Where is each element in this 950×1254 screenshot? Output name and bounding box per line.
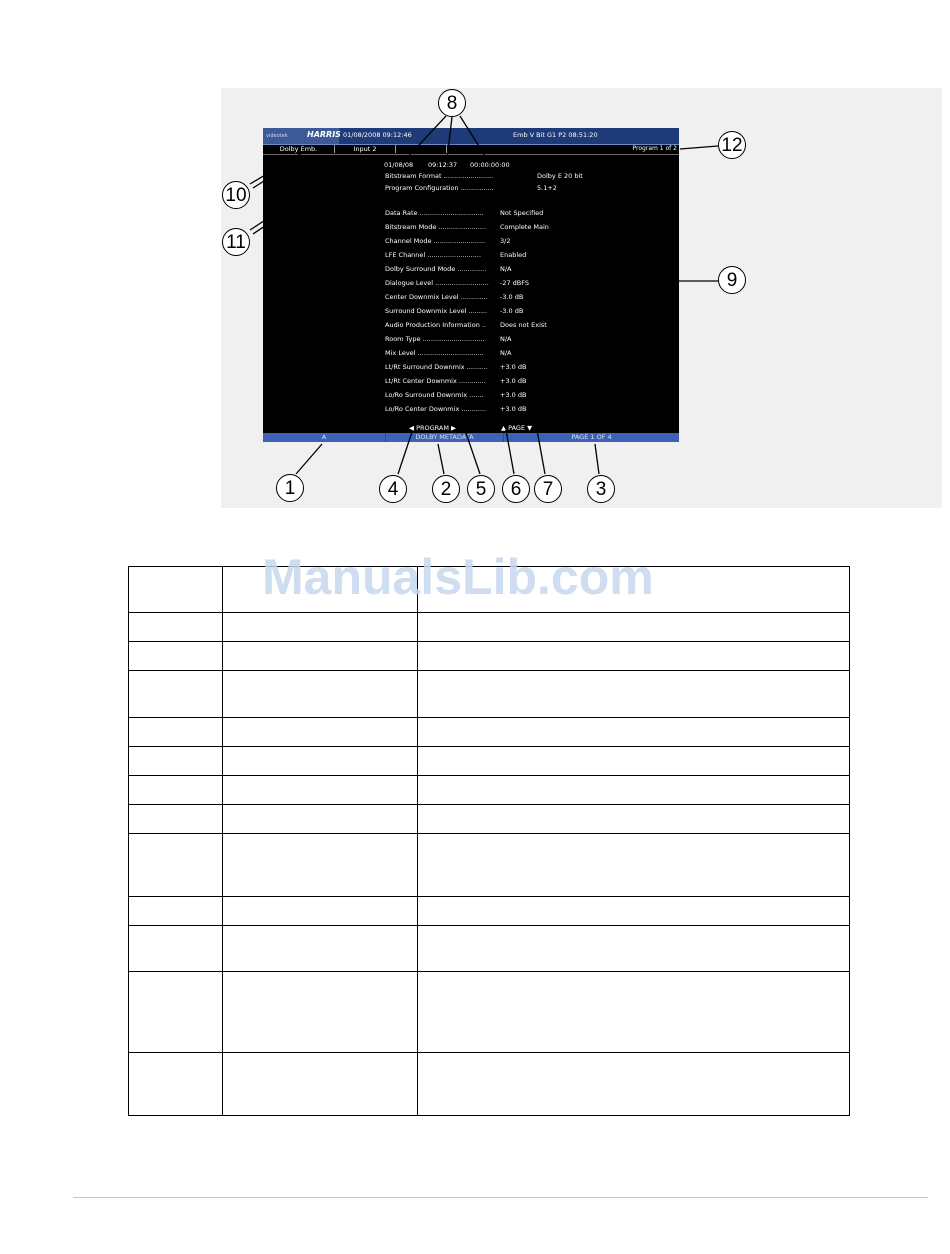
tab-bar (263, 145, 679, 155)
metadata-field-value: Does not Exist (500, 321, 547, 329)
table-cell (418, 972, 850, 1053)
table-row (129, 926, 850, 972)
metadata-field-label: Dolby Surround Mode .............. (385, 265, 487, 273)
program-nav[interactable]: ◀ PROGRAM ▶ (409, 424, 457, 432)
metadata-field-label: Program Configuration ................ (385, 184, 494, 192)
callout-9: 9 (718, 266, 746, 294)
table-cell (223, 972, 418, 1053)
top-status: Emb V Bit G1 P2 08:51:20 (513, 131, 598, 139)
table-row (129, 671, 850, 718)
callout-10: 10 (222, 181, 250, 209)
table-cell (418, 926, 850, 972)
metadata-field-label: Room Type .............................. (385, 335, 485, 343)
tab-source[interactable]: Dolby Emb. (263, 145, 335, 153)
table-row (129, 776, 850, 805)
table-cell (223, 805, 418, 834)
table-cell (129, 805, 223, 834)
metadata-field-label: Channel Mode ......................... (385, 237, 486, 245)
callout-legend-table (128, 566, 850, 1116)
table-cell (223, 834, 418, 897)
metadata-field-label: Audio Production Information .. (385, 321, 487, 329)
callout-1: 1 (276, 474, 304, 502)
metadata-field-label: Surround Downmix Level ......... (385, 307, 488, 315)
table-row (129, 747, 850, 776)
table-cell (129, 834, 223, 897)
metadata-field-label: Lt/Rt Surround Downmix .......... (385, 363, 488, 371)
metadata-field-label: Bitstream Format ........................ (385, 172, 494, 180)
callout-8: 8 (438, 89, 466, 117)
table-row (129, 805, 850, 834)
top-datetime: 01/08/2008 09:12:46 (343, 131, 412, 139)
meta-timecode: 00:00:00:00 (470, 161, 510, 169)
metadata-field-value: -27 dBFS (500, 279, 530, 287)
table-row (129, 897, 850, 926)
table-cell (418, 805, 850, 834)
table-row (129, 613, 850, 642)
table-cell (223, 642, 418, 671)
metadata-field-value: Enabled (500, 251, 527, 259)
table-cell (223, 1053, 418, 1116)
table-cell (129, 642, 223, 671)
table-cell (129, 776, 223, 805)
callout-7: 7 (534, 475, 562, 503)
table-cell (223, 613, 418, 642)
table-cell (129, 897, 223, 926)
table-cell (223, 897, 418, 926)
table-row (129, 1053, 850, 1116)
metadata-field-value: +3.0 dB (500, 363, 527, 371)
table-cell (129, 718, 223, 747)
table-cell (418, 747, 850, 776)
metadata-field-value: +3.0 dB (500, 391, 527, 399)
metadata-field-label: Data Rate ............................... (385, 209, 484, 217)
table-cell (223, 671, 418, 718)
metadata-field-value: N/A (500, 349, 512, 357)
table-cell (129, 972, 223, 1053)
callout-12: 12 (718, 131, 746, 159)
table-cell (418, 613, 850, 642)
table-cell (418, 776, 850, 805)
metadata-field-label: Center Downmix Level ............. (385, 293, 488, 301)
brand-name: videotek (266, 133, 288, 139)
metadata-field-value: Not Specified (500, 209, 544, 217)
metadata-field-label: Bitstream Mode ....................... (385, 223, 486, 231)
table-cell (418, 897, 850, 926)
top-status-bar (263, 128, 679, 145)
metadata-field-value: -3.0 dB (500, 293, 524, 301)
callout-6: 6 (502, 475, 530, 503)
table-cell (418, 642, 850, 671)
metadata-field-label: LFE Channel .......................... (385, 251, 482, 259)
program-indicator: Program 1 of 2 (632, 145, 677, 152)
brand-logo: HARRIS (307, 130, 341, 139)
metadata-field-value: -3.0 dB (500, 307, 524, 315)
callout-11: 11 (222, 228, 250, 256)
metadata-field-label: Lo/Ro Surround Downmix ....... (385, 391, 484, 399)
metadata-field-label: Lt/Rt Center Downmix ............. (385, 377, 486, 385)
callout-2: 2 (432, 475, 460, 503)
table-cell (129, 567, 223, 613)
metadata-field-value: Complete Main (500, 223, 549, 231)
metadata-field-value: N/A (500, 335, 512, 343)
table-cell (129, 926, 223, 972)
metadata-field-value: 3/2 (500, 237, 511, 245)
metadata-field-value: 5.1+2 (537, 184, 557, 192)
metadata-field-value: +3.0 dB (500, 405, 527, 413)
table-cell (129, 671, 223, 718)
watermark: ManualsLib.com (262, 549, 654, 605)
page-nav[interactable]: ▲ PAGE ▼ (501, 424, 533, 432)
table-cell (418, 834, 850, 897)
tab-input[interactable]: Input 2 (335, 145, 396, 153)
table-row (129, 718, 850, 747)
table-cell (223, 747, 418, 776)
bottom-left-label: A (321, 433, 327, 441)
meta-date: 01/08/08 (384, 161, 414, 169)
bottom-center-label: DOLBY METADATA (415, 433, 474, 441)
metadata-field-value: Dolby E 20 bit (537, 172, 583, 180)
table-cell (129, 1053, 223, 1116)
metadata-field-label: Mix Level ................................ (385, 349, 484, 357)
table-row (129, 642, 850, 671)
bottom-right-label: PAGE 1 OF 4 (571, 433, 612, 441)
metadata-field-label: Lo/Ro Center Downmix ............ (385, 405, 487, 413)
callout-4: 4 (379, 475, 407, 503)
table-cell (418, 671, 850, 718)
table-cell (129, 747, 223, 776)
metadata-field-label: Dialogue Level .......................... (385, 279, 489, 287)
tab-empty (396, 145, 447, 153)
table-cell (223, 926, 418, 972)
table-cell (223, 776, 418, 805)
table-row (129, 834, 850, 897)
metadata-field-value: +3.0 dB (500, 377, 527, 385)
bottom-status-bar (263, 433, 679, 442)
footer-rule (73, 1197, 928, 1198)
callout-3: 3 (587, 475, 615, 503)
table-cell (223, 718, 418, 747)
table-cell (129, 613, 223, 642)
callout-5: 5 (467, 475, 495, 503)
table-row (129, 972, 850, 1053)
table-cell (418, 1053, 850, 1116)
metadata-field-value: N/A (500, 265, 512, 273)
meta-time: 09:12:37 (428, 161, 458, 169)
monitor-screen (263, 128, 679, 442)
table-cell (418, 718, 850, 747)
